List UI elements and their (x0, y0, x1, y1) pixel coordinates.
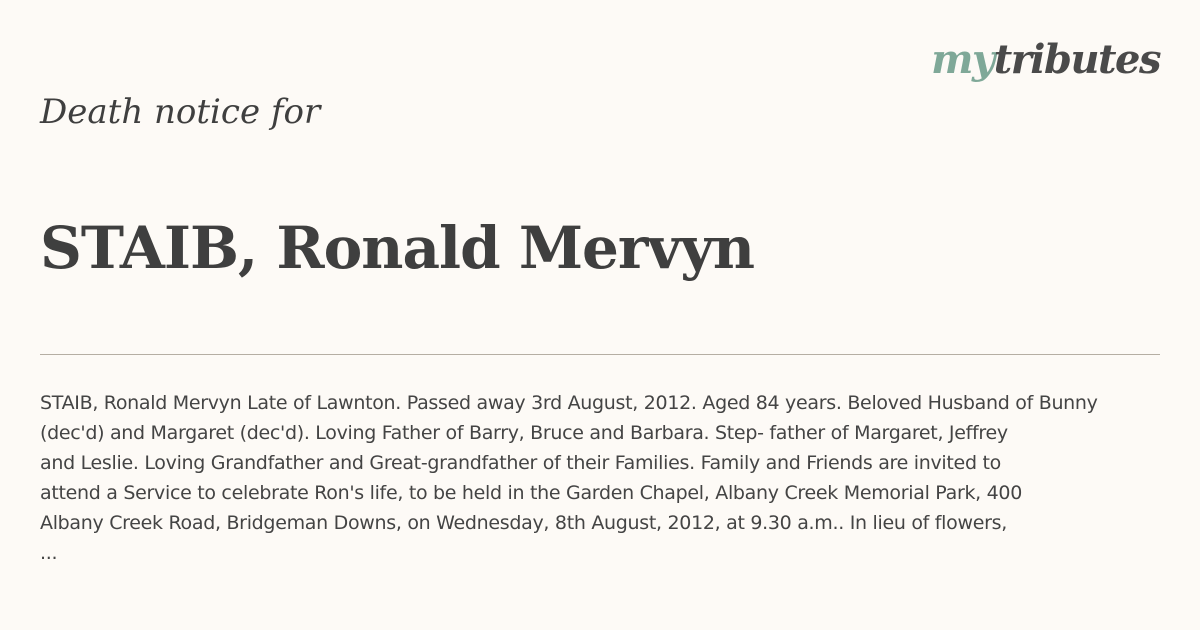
notice-ellipsis: ... (40, 542, 58, 564)
notice-line: Albany Creek Road, Bridgeman Downs, on Wednesday, 8th August, 2012, at 9.30 a.m.. In lieu of flowers, (40, 512, 1007, 534)
notice-line: and Leslie. Loving Grandfather and Great-grandfather of their Families. Family and Friends are invited to (40, 452, 1001, 474)
divider (40, 354, 1160, 355)
mytributes-logo[interactable] (931, 32, 1160, 88)
logo-tributes: tributes (993, 36, 1160, 83)
logo-my: my (931, 36, 994, 83)
notice-line: attend a Service to celebrate Ron's life, to be held in the Garden Chapel, Albany Creek Memorial Park, 400 (40, 482, 1023, 504)
death-notice-label: Death notice for (40, 92, 321, 132)
notice-line: STAIB, Ronald Mervyn Late of Lawnton. Passed away 3rd August, 2012. Aged 84 years. Beloved Husband of Bunny (40, 392, 1098, 414)
notice-text (40, 388, 1160, 568)
notice-line: (dec'd) and Margaret (dec'd). Loving Father of Barry, Bruce and Barbara. Step- father of Margaret, Jeffrey (40, 422, 1008, 444)
deceased-name: STAIB, Ronald Mervyn (40, 214, 755, 282)
